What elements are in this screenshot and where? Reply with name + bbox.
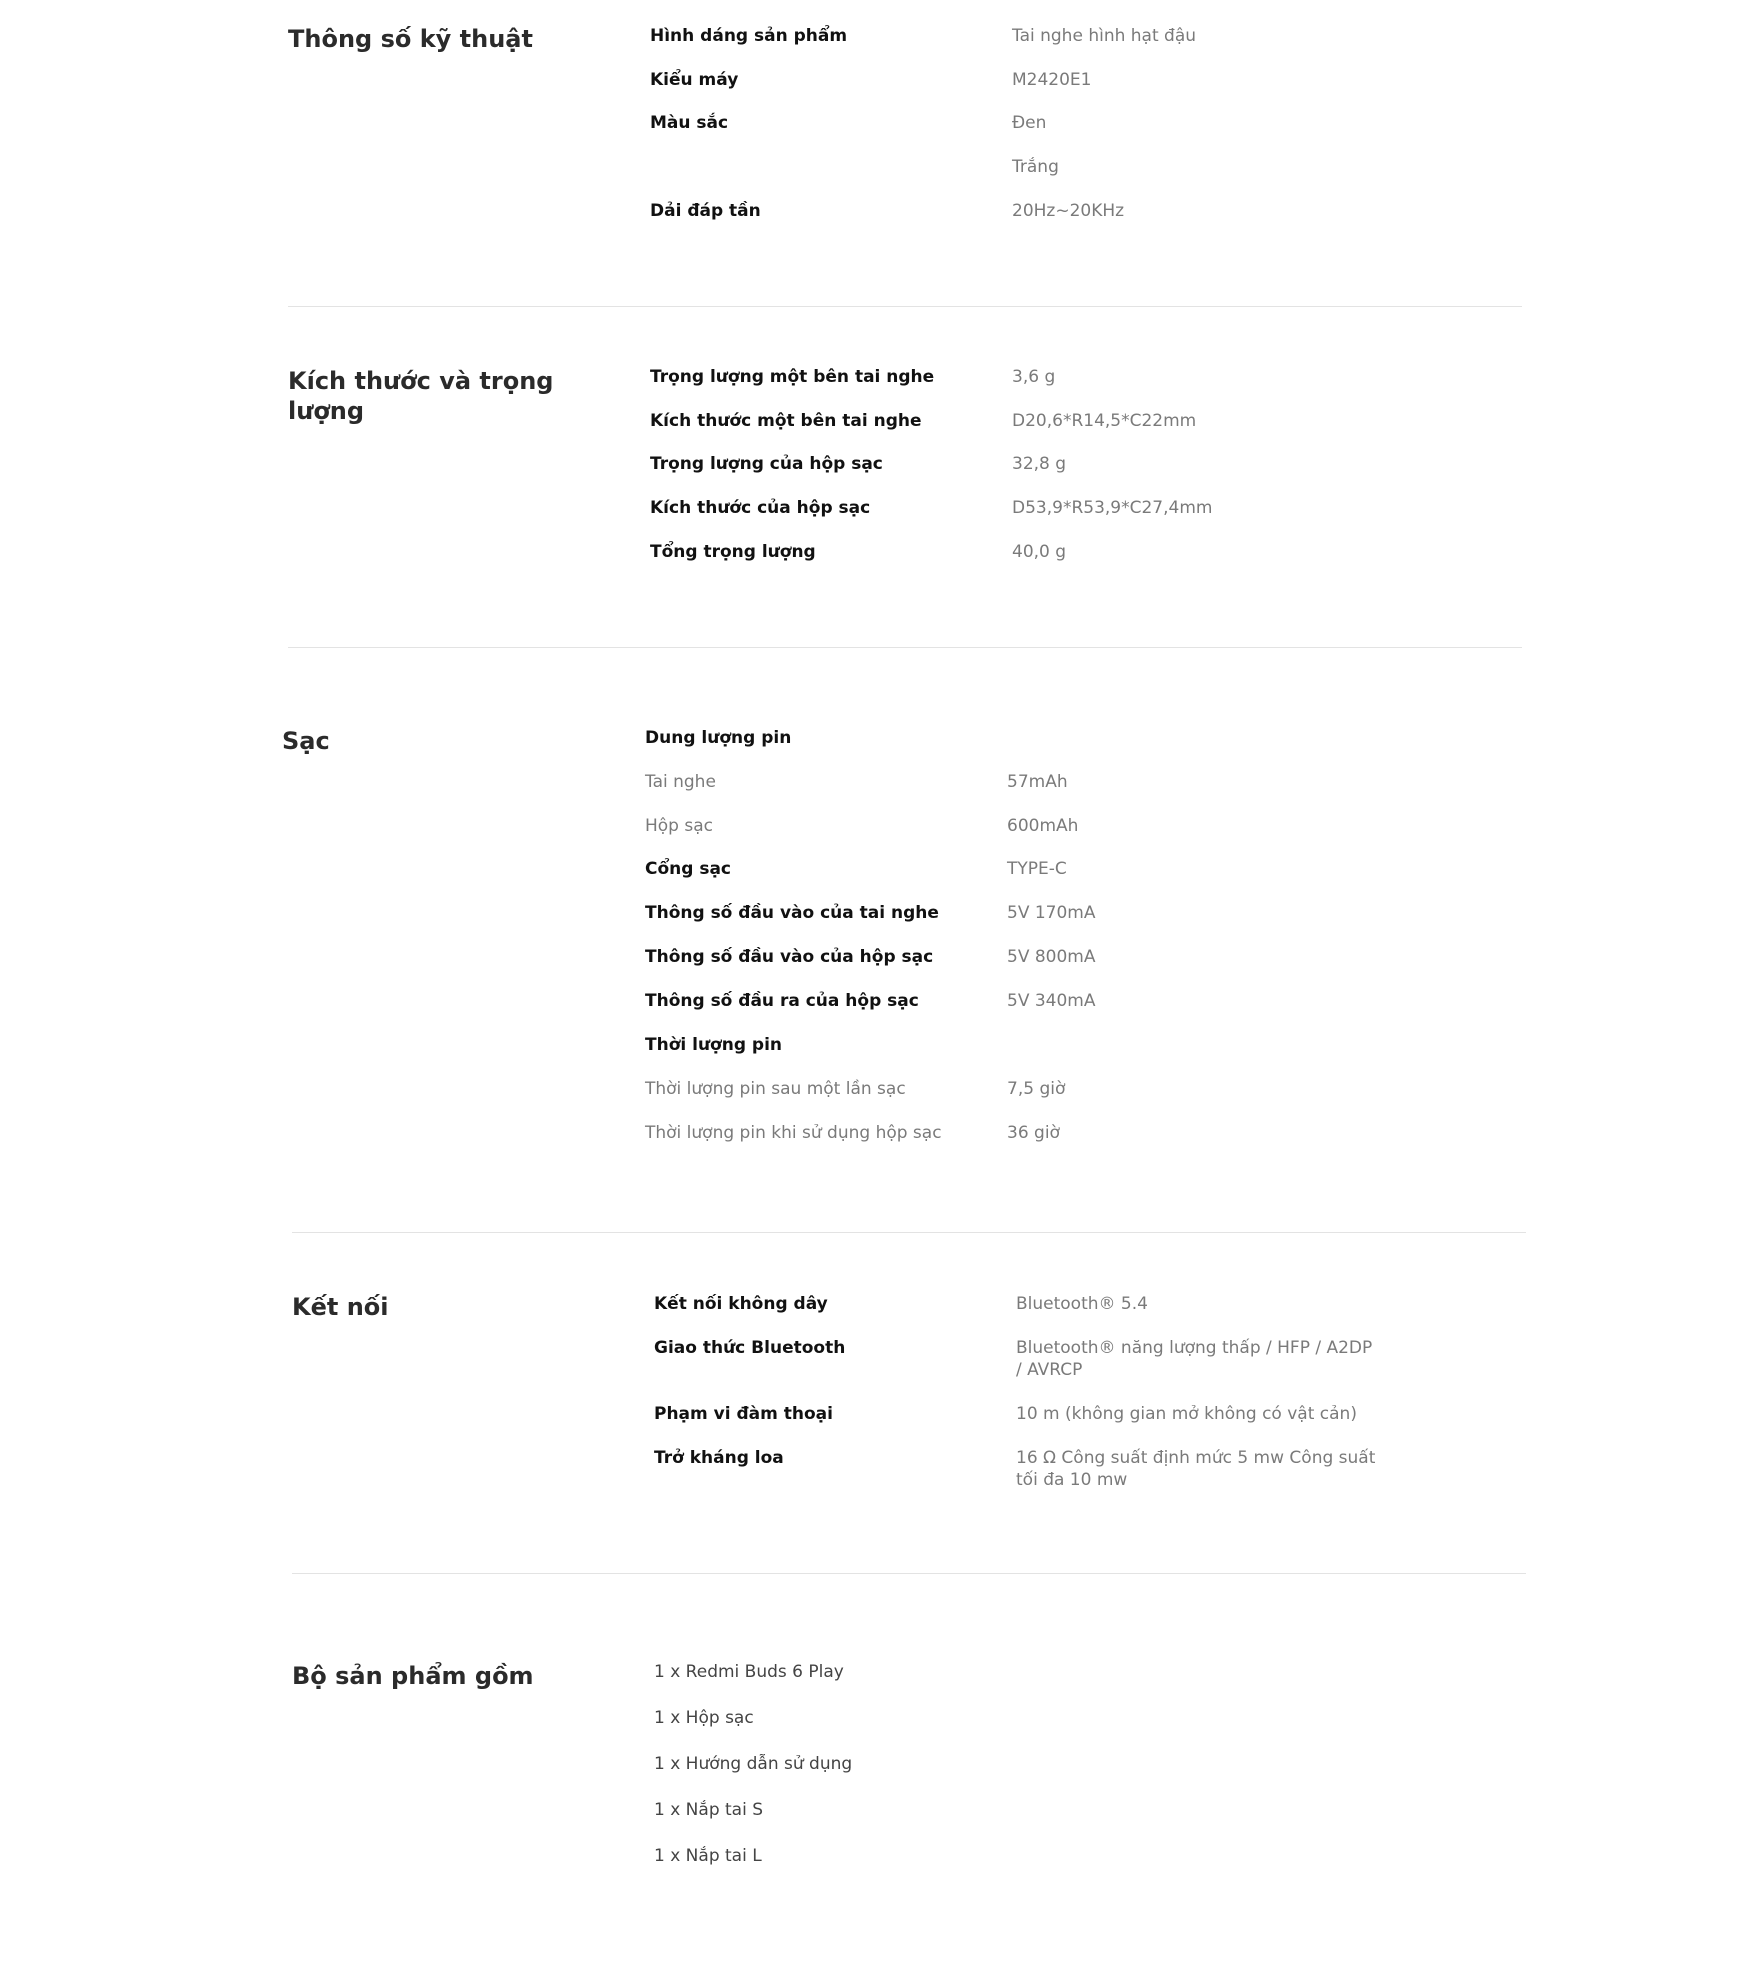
package-item: 1 x Nắp tai L bbox=[654, 1846, 762, 1866]
spec-label: Hộp sạc bbox=[645, 816, 713, 836]
section-title-package: Bộ sản phẩm gồm bbox=[292, 1662, 534, 1690]
spec-value: 5V 340mA bbox=[1007, 991, 1096, 1011]
spec-value: 3,6 g bbox=[1012, 367, 1056, 387]
spec-label: Hình dáng sản phẩm bbox=[650, 26, 848, 46]
spec-label: Thời lượng pin khi sử dụng hộp sạc bbox=[645, 1123, 942, 1143]
spec-value: D53,9*R53,9*C27,4mm bbox=[1012, 498, 1213, 518]
section-divider bbox=[292, 1573, 1526, 1574]
spec-value: Đen bbox=[1012, 113, 1047, 133]
spec-label: Kích thước của hộp sạc bbox=[650, 498, 871, 518]
section-title-connectivity: Kết nối bbox=[292, 1293, 389, 1321]
section-divider bbox=[292, 1232, 1526, 1233]
spec-label: Thông số đầu vào của hộp sạc bbox=[645, 947, 934, 967]
spec-label: Giao thức Bluetooth bbox=[654, 1338, 846, 1358]
spec-value: 57mAh bbox=[1007, 772, 1068, 792]
spec-value: 10 m (không gian mở không có vật cản) bbox=[1016, 1404, 1357, 1424]
package-item: 1 x Hộp sạc bbox=[654, 1708, 754, 1728]
spec-label: Tổng trọng lượng bbox=[650, 542, 816, 562]
spec-label: Dải đáp tần bbox=[650, 201, 761, 221]
spec-label: Thông số đầu ra của hộp sạc bbox=[645, 991, 919, 1011]
section-divider bbox=[288, 306, 1522, 307]
spec-label: Kết nối không dây bbox=[654, 1294, 828, 1314]
section-title-size-weight: Kích thước và trọng lượng bbox=[288, 367, 554, 425]
spec-label: Trọng lượng của hộp sạc bbox=[650, 454, 883, 474]
spec-value: 7,5 giờ bbox=[1007, 1079, 1066, 1099]
package-item: 1 x Redmi Buds 6 Play bbox=[654, 1662, 844, 1682]
spec-label: Thời lượng pin bbox=[645, 1035, 783, 1055]
spec-label: Cổng sạc bbox=[645, 859, 732, 879]
spec-value: Trắng bbox=[1012, 157, 1059, 177]
section-title-charging: Sạc bbox=[282, 727, 330, 755]
spec-value: 32,8 g bbox=[1012, 454, 1067, 474]
spec-value: 16 Ω Công suất định mức 5 mw Công suất tối đa 10 mw bbox=[1016, 1448, 1376, 1490]
spec-value: 20Hz~20KHz bbox=[1012, 201, 1125, 221]
spec-label: Kiểu máy bbox=[650, 70, 739, 90]
spec-value: Bluetooth® 5.4 bbox=[1016, 1294, 1148, 1314]
spec-label: Kích thước một bên tai nghe bbox=[650, 411, 922, 431]
spec-label: Thời lượng pin sau một lần sạc bbox=[645, 1079, 906, 1099]
spec-label: Tai nghe bbox=[645, 772, 716, 792]
spec-value: 5V 170mA bbox=[1007, 903, 1096, 923]
spec-value: Tai nghe hình hạt đậu bbox=[1012, 26, 1197, 46]
spec-value: Bluetooth® năng lượng thấp / HFP / A2DP / AVRCP bbox=[1016, 1338, 1373, 1380]
package-item: 1 x Nắp tai S bbox=[654, 1800, 764, 1820]
spec-value: 40,0 g bbox=[1012, 542, 1067, 562]
package-item: 1 x Hướng dẫn sử dụng bbox=[654, 1754, 853, 1774]
spec-value: M2420E1 bbox=[1012, 70, 1092, 90]
section-title-specs: Thông số kỹ thuật bbox=[288, 25, 533, 53]
section-divider bbox=[288, 647, 1522, 648]
spec-label: Trở kháng loa bbox=[654, 1448, 784, 1468]
spec-label: Màu sắc bbox=[650, 113, 729, 133]
spec-label: Phạm vi đàm thoại bbox=[654, 1404, 833, 1424]
spec-value: 36 giờ bbox=[1007, 1123, 1060, 1143]
spec-label: Dung lượng pin bbox=[645, 728, 792, 748]
spec-value: 600mAh bbox=[1007, 816, 1079, 836]
spec-value: D20,6*R14,5*C22mm bbox=[1012, 411, 1197, 431]
spec-label: Trọng lượng một bên tai nghe bbox=[650, 367, 935, 387]
spec-value: TYPE-C bbox=[1007, 859, 1067, 879]
spec-label: Thông số đầu vào của tai nghe bbox=[645, 903, 939, 923]
spec-value: 5V 800mA bbox=[1007, 947, 1096, 967]
